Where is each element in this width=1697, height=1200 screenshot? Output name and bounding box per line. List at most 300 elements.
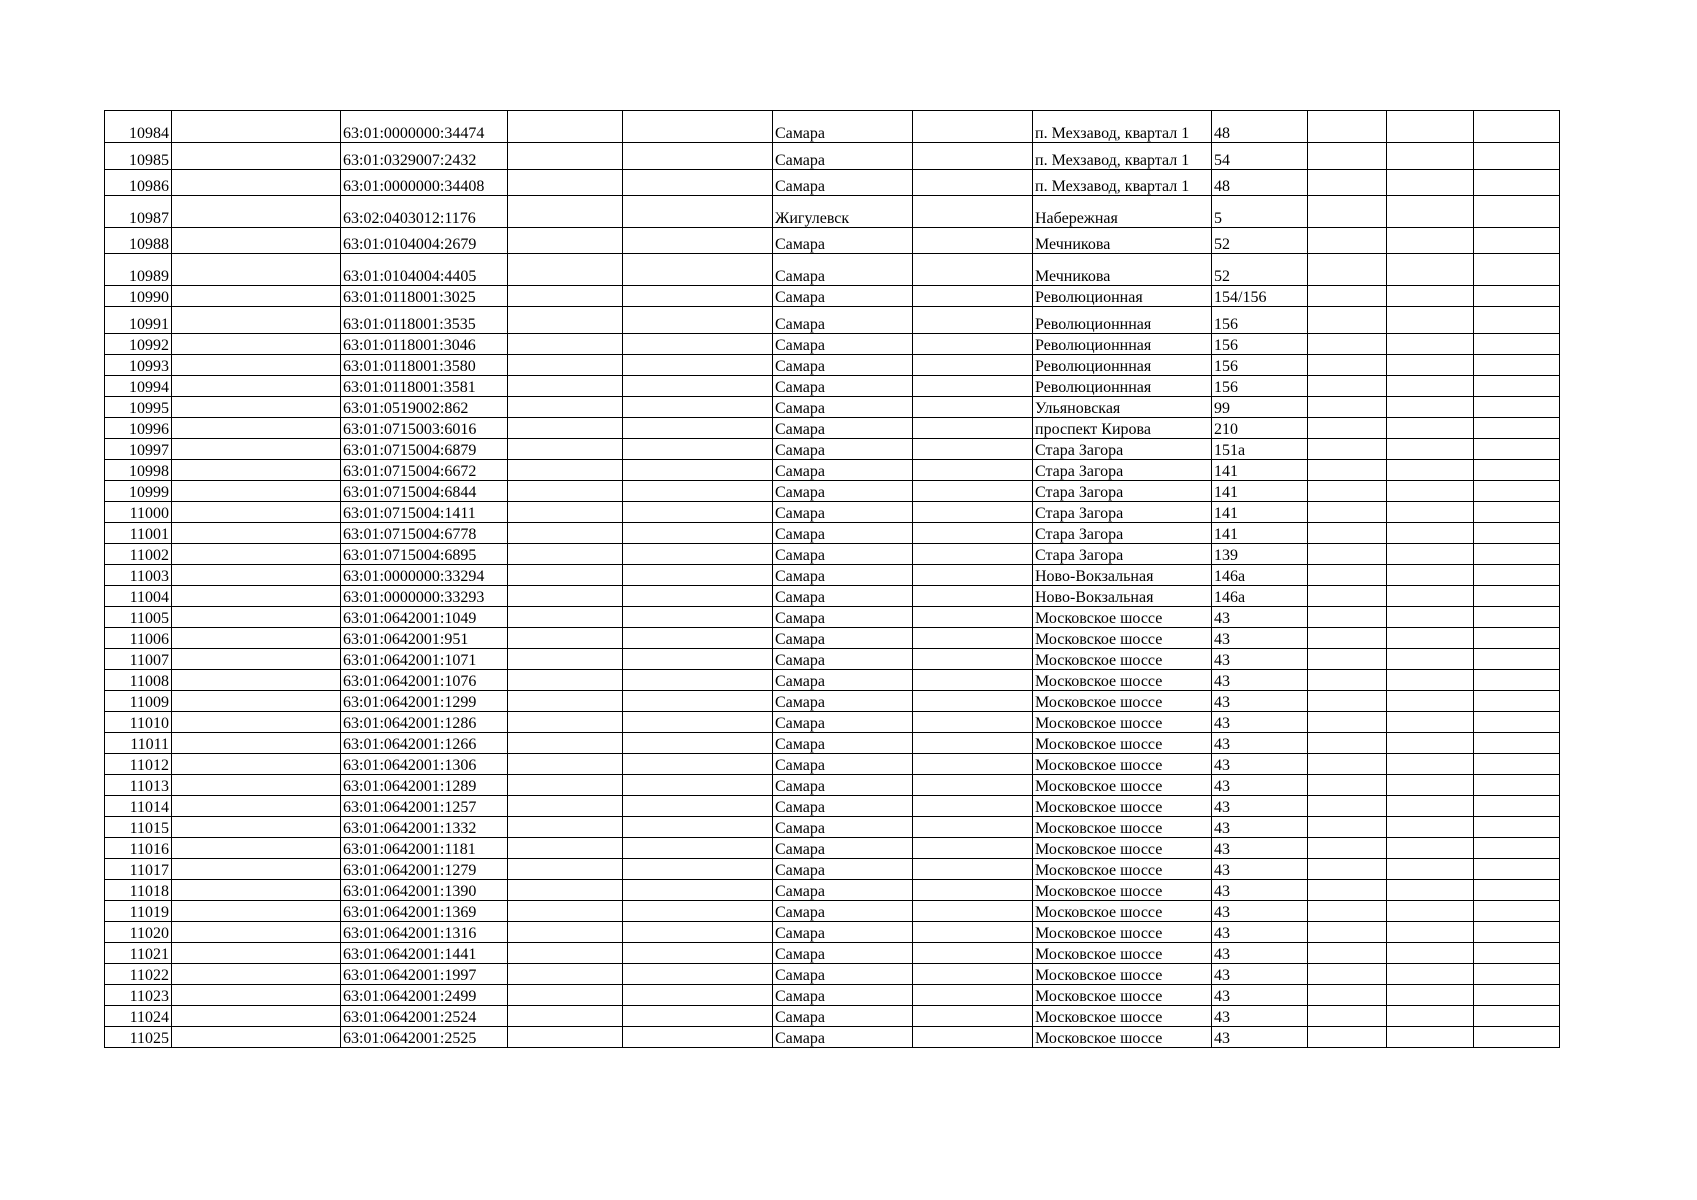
table-row: [105, 649, 1560, 670]
empty-cell: [172, 964, 341, 985]
street-cell: Стара Загора: [1033, 523, 1212, 544]
empty-cell: [1474, 481, 1560, 502]
empty-cell: [508, 838, 623, 859]
empty-cell: [508, 901, 623, 922]
empty-cell: [1308, 754, 1387, 775]
cadastral-number-cell: 63:01:0642001:1997: [341, 964, 508, 985]
city-cell: Самара: [773, 565, 913, 586]
table-row: [105, 460, 1560, 481]
street-cell: п. Мехзавод, квартал 1: [1033, 111, 1212, 143]
empty-cell: [913, 817, 1033, 838]
row-number-cell: 10989: [105, 254, 172, 286]
row-number-cell: 10991: [105, 307, 172, 334]
empty-cell: [172, 1027, 341, 1048]
empty-cell: [623, 397, 773, 418]
empty-cell: [1308, 607, 1387, 628]
city-cell: Самара: [773, 691, 913, 712]
row-number-cell: 11016: [105, 838, 172, 859]
house-number-cell: 43: [1212, 649, 1308, 670]
cadastral-number-cell: 63:01:0642001:2524: [341, 1006, 508, 1027]
street-cell: Московское шоссе: [1033, 880, 1212, 901]
empty-cell: [913, 334, 1033, 355]
empty-cell: [1474, 111, 1560, 143]
empty-cell: [1474, 307, 1560, 334]
table-row: [105, 859, 1560, 880]
cadastral-number-cell: 63:01:0715004:6844: [341, 481, 508, 502]
empty-cell: [1387, 502, 1474, 523]
empty-cell: [913, 670, 1033, 691]
table-row: [105, 901, 1560, 922]
empty-cell: [1387, 901, 1474, 922]
empty-cell: [1308, 355, 1387, 376]
street-cell: Московское шоссе: [1033, 964, 1212, 985]
cadastral-number-cell: 63:01:0642001:1266: [341, 733, 508, 754]
empty-cell: [1387, 196, 1474, 228]
house-number-cell: 52: [1212, 228, 1308, 254]
empty-cell: [623, 286, 773, 307]
empty-cell: [1474, 286, 1560, 307]
street-cell: Московское шоссе: [1033, 775, 1212, 796]
cadastral-number-cell: 63:01:0118001:3046: [341, 334, 508, 355]
city-cell: Самара: [773, 143, 913, 170]
table-row: [105, 754, 1560, 775]
empty-cell: [913, 143, 1033, 170]
empty-cell: [508, 397, 623, 418]
house-number-cell: 43: [1212, 670, 1308, 691]
empty-cell: [508, 1006, 623, 1027]
house-number-cell: 146а: [1212, 586, 1308, 607]
city-cell: Самара: [773, 481, 913, 502]
empty-cell: [172, 502, 341, 523]
table-row: [105, 397, 1560, 418]
empty-cell: [172, 418, 341, 439]
empty-cell: [172, 376, 341, 397]
cadastral-number-cell: 63:01:0642001:1071: [341, 649, 508, 670]
empty-cell: [913, 544, 1033, 565]
empty-cell: [172, 775, 341, 796]
empty-cell: [1308, 523, 1387, 544]
table-row: [105, 838, 1560, 859]
empty-cell: [1308, 307, 1387, 334]
empty-cell: [623, 1027, 773, 1048]
empty-cell: [1308, 880, 1387, 901]
street-cell: Стара Загора: [1033, 502, 1212, 523]
table-row: [105, 502, 1560, 523]
empty-cell: [508, 376, 623, 397]
empty-cell: [172, 649, 341, 670]
empty-cell: [1387, 334, 1474, 355]
empty-cell: [172, 228, 341, 254]
empty-cell: [913, 964, 1033, 985]
empty-cell: [913, 943, 1033, 964]
row-number-cell: 10996: [105, 418, 172, 439]
street-cell: Стара Загора: [1033, 460, 1212, 481]
cadastral-number-cell: 63:01:0715004:6672: [341, 460, 508, 481]
empty-cell: [913, 196, 1033, 228]
empty-cell: [913, 586, 1033, 607]
city-cell: Самара: [773, 170, 913, 196]
empty-cell: [1387, 228, 1474, 254]
empty-cell: [623, 838, 773, 859]
empty-cell: [1387, 544, 1474, 565]
cadastral-number-cell: 63:01:0118001:3580: [341, 355, 508, 376]
empty-cell: [623, 712, 773, 733]
empty-cell: [1308, 397, 1387, 418]
empty-cell: [172, 607, 341, 628]
empty-cell: [1387, 754, 1474, 775]
empty-cell: [172, 334, 341, 355]
empty-cell: [172, 754, 341, 775]
empty-cell: [913, 796, 1033, 817]
empty-cell: [1474, 943, 1560, 964]
empty-cell: [1474, 880, 1560, 901]
empty-cell: [1387, 838, 1474, 859]
house-number-cell: 43: [1212, 985, 1308, 1006]
table-row: [105, 775, 1560, 796]
street-cell: Московское шоссе: [1033, 733, 1212, 754]
table-row: [105, 481, 1560, 502]
street-cell: проспект Кирова: [1033, 418, 1212, 439]
empty-cell: [1308, 544, 1387, 565]
street-cell: Ульяновская: [1033, 397, 1212, 418]
house-number-cell: 43: [1212, 733, 1308, 754]
empty-cell: [1308, 111, 1387, 143]
city-cell: Самара: [773, 817, 913, 838]
city-cell: Самара: [773, 712, 913, 733]
street-cell: Стара Загора: [1033, 481, 1212, 502]
row-number-cell: 11024: [105, 1006, 172, 1027]
empty-cell: [1308, 170, 1387, 196]
house-number-cell: 141: [1212, 481, 1308, 502]
empty-cell: [1387, 397, 1474, 418]
empty-cell: [623, 901, 773, 922]
empty-cell: [1308, 817, 1387, 838]
empty-cell: [913, 985, 1033, 1006]
empty-cell: [1387, 796, 1474, 817]
empty-cell: [1474, 859, 1560, 880]
street-cell: Московское шоссе: [1033, 754, 1212, 775]
empty-cell: [508, 143, 623, 170]
empty-cell: [508, 943, 623, 964]
empty-cell: [1308, 439, 1387, 460]
cadastral-number-cell: 63:01:0715004:6895: [341, 544, 508, 565]
empty-cell: [623, 460, 773, 481]
house-number-cell: 52: [1212, 254, 1308, 286]
empty-cell: [1474, 376, 1560, 397]
empty-cell: [623, 439, 773, 460]
empty-cell: [1387, 1006, 1474, 1027]
empty-cell: [508, 565, 623, 586]
empty-cell: [1474, 649, 1560, 670]
empty-cell: [913, 1006, 1033, 1027]
empty-cell: [1308, 376, 1387, 397]
table-row: [105, 111, 1560, 143]
street-cell: Московское шоссе: [1033, 817, 1212, 838]
empty-cell: [623, 228, 773, 254]
row-number-cell: 10992: [105, 334, 172, 355]
empty-cell: [508, 628, 623, 649]
empty-cell: [623, 691, 773, 712]
empty-cell: [1474, 355, 1560, 376]
empty-cell: [1387, 712, 1474, 733]
cadastral-number-cell: 63:01:0118001:3025: [341, 286, 508, 307]
table-row: [105, 355, 1560, 376]
empty-cell: [1308, 228, 1387, 254]
empty-cell: [913, 565, 1033, 586]
row-number-cell: 11000: [105, 502, 172, 523]
empty-cell: [623, 418, 773, 439]
empty-cell: [1308, 838, 1387, 859]
cadastral-number-cell: 63:01:0642001:1306: [341, 754, 508, 775]
empty-cell: [1474, 691, 1560, 712]
empty-cell: [172, 901, 341, 922]
empty-cell: [913, 691, 1033, 712]
empty-cell: [1474, 502, 1560, 523]
cadastral-number-cell: 63:01:0642001:951: [341, 628, 508, 649]
cadastral-number-cell: 63:01:0715004:6879: [341, 439, 508, 460]
empty-cell: [172, 712, 341, 733]
row-number-cell: 11020: [105, 922, 172, 943]
empty-cell: [1474, 228, 1560, 254]
empty-cell: [508, 523, 623, 544]
table-row: [105, 544, 1560, 565]
empty-cell: [1387, 565, 1474, 586]
empty-cell: [1474, 964, 1560, 985]
empty-cell: [1387, 460, 1474, 481]
house-number-cell: 141: [1212, 460, 1308, 481]
empty-cell: [913, 712, 1033, 733]
empty-cell: [913, 838, 1033, 859]
house-number-cell: 43: [1212, 796, 1308, 817]
empty-cell: [508, 334, 623, 355]
table-row: [105, 670, 1560, 691]
cadastral-number-cell: 63:01:0104004:2679: [341, 228, 508, 254]
empty-cell: [1387, 649, 1474, 670]
city-cell: Самара: [773, 649, 913, 670]
cadastral-number-cell: 63:01:0642001:1181: [341, 838, 508, 859]
empty-cell: [1474, 418, 1560, 439]
city-cell: Самара: [773, 523, 913, 544]
row-number-cell: 10987: [105, 196, 172, 228]
empty-cell: [1474, 1006, 1560, 1027]
house-number-cell: 5: [1212, 196, 1308, 228]
empty-cell: [913, 286, 1033, 307]
city-cell: Самара: [773, 376, 913, 397]
data-table: [104, 110, 1560, 1048]
empty-cell: [1387, 922, 1474, 943]
table-row: [105, 712, 1560, 733]
table-row: [105, 691, 1560, 712]
empty-cell: [172, 1006, 341, 1027]
empty-cell: [913, 649, 1033, 670]
street-cell: Революционнная: [1033, 376, 1212, 397]
row-number-cell: 11001: [105, 523, 172, 544]
row-number-cell: 11011: [105, 733, 172, 754]
street-cell: Московское шоссе: [1033, 838, 1212, 859]
empty-cell: [1387, 775, 1474, 796]
empty-cell: [1308, 143, 1387, 170]
house-number-cell: 43: [1212, 607, 1308, 628]
empty-cell: [172, 922, 341, 943]
house-number-cell: 43: [1212, 943, 1308, 964]
cadastral-number-cell: 63:01:0642001:1289: [341, 775, 508, 796]
cadastral-number-cell: 63:01:0642001:1279: [341, 859, 508, 880]
street-cell: Мечникова: [1033, 228, 1212, 254]
row-number-cell: 11019: [105, 901, 172, 922]
empty-cell: [913, 775, 1033, 796]
empty-cell: [172, 943, 341, 964]
empty-cell: [1387, 254, 1474, 286]
row-number-cell: 11010: [105, 712, 172, 733]
empty-cell: [1387, 307, 1474, 334]
street-cell: п. Мехзавод, квартал 1: [1033, 170, 1212, 196]
row-number-cell: 10990: [105, 286, 172, 307]
empty-cell: [913, 733, 1033, 754]
empty-cell: [623, 796, 773, 817]
city-cell: Самара: [773, 1027, 913, 1048]
cadastral-number-cell: 63:01:0000000:33293: [341, 586, 508, 607]
city-cell: Самара: [773, 964, 913, 985]
street-cell: Революционнная: [1033, 307, 1212, 334]
street-cell: Ново-Вокзальная: [1033, 565, 1212, 586]
street-cell: Московское шоссе: [1033, 859, 1212, 880]
empty-cell: [1308, 628, 1387, 649]
empty-cell: [913, 254, 1033, 286]
table-row: [105, 628, 1560, 649]
empty-cell: [913, 355, 1033, 376]
cadastral-number-cell: 63:02:0403012:1176: [341, 196, 508, 228]
empty-cell: [1474, 397, 1560, 418]
street-cell: Революционнная: [1033, 334, 1212, 355]
city-cell: Самара: [773, 985, 913, 1006]
empty-cell: [1474, 460, 1560, 481]
empty-cell: [508, 649, 623, 670]
table-row: [105, 143, 1560, 170]
city-cell: Самара: [773, 460, 913, 481]
house-number-cell: 43: [1212, 838, 1308, 859]
cadastral-number-cell: 63:01:0715004:1411: [341, 502, 508, 523]
empty-cell: [1474, 733, 1560, 754]
empty-cell: [913, 307, 1033, 334]
empty-cell: [1308, 943, 1387, 964]
house-number-cell: 141: [1212, 502, 1308, 523]
row-number-cell: 11023: [105, 985, 172, 1006]
empty-cell: [508, 111, 623, 143]
city-cell: Самара: [773, 670, 913, 691]
house-number-cell: 43: [1212, 880, 1308, 901]
table-row: [105, 607, 1560, 628]
empty-cell: [1308, 649, 1387, 670]
empty-cell: [172, 817, 341, 838]
row-number-cell: 11006: [105, 628, 172, 649]
city-cell: Самара: [773, 439, 913, 460]
empty-cell: [623, 754, 773, 775]
table-row: [105, 733, 1560, 754]
empty-cell: [1474, 754, 1560, 775]
table-row: [105, 196, 1560, 228]
house-number-cell: 99: [1212, 397, 1308, 418]
empty-cell: [172, 355, 341, 376]
empty-cell: [1474, 712, 1560, 733]
empty-cell: [1308, 286, 1387, 307]
empty-cell: [1387, 439, 1474, 460]
empty-cell: [623, 307, 773, 334]
empty-cell: [913, 880, 1033, 901]
house-number-cell: 43: [1212, 817, 1308, 838]
empty-cell: [508, 502, 623, 523]
row-number-cell: 11018: [105, 880, 172, 901]
empty-cell: [1308, 712, 1387, 733]
empty-cell: [508, 964, 623, 985]
table-row: [105, 418, 1560, 439]
empty-cell: [1387, 943, 1474, 964]
empty-cell: [623, 170, 773, 196]
empty-cell: [1474, 922, 1560, 943]
empty-cell: [1474, 586, 1560, 607]
city-cell: Самара: [773, 901, 913, 922]
empty-cell: [623, 376, 773, 397]
table-row: [105, 586, 1560, 607]
empty-cell: [913, 628, 1033, 649]
city-cell: Самара: [773, 943, 913, 964]
street-cell: Московское шоссе: [1033, 922, 1212, 943]
city-cell: Самара: [773, 307, 913, 334]
empty-cell: [1308, 670, 1387, 691]
empty-cell: [623, 1006, 773, 1027]
empty-cell: [623, 355, 773, 376]
empty-cell: [508, 670, 623, 691]
empty-cell: [172, 985, 341, 1006]
empty-cell: [1387, 481, 1474, 502]
table-row: [105, 376, 1560, 397]
street-cell: Набережная: [1033, 196, 1212, 228]
table-row: [105, 1006, 1560, 1027]
street-cell: Революционная: [1033, 286, 1212, 307]
empty-cell: [1387, 418, 1474, 439]
table-row: [105, 286, 1560, 307]
row-number-cell: 10997: [105, 439, 172, 460]
city-cell: Самара: [773, 334, 913, 355]
table-row: [105, 817, 1560, 838]
empty-cell: [508, 733, 623, 754]
empty-cell: [508, 286, 623, 307]
empty-cell: [623, 775, 773, 796]
empty-cell: [1474, 544, 1560, 565]
cadastral-number-cell: 63:01:0642001:1332: [341, 817, 508, 838]
house-number-cell: 151а: [1212, 439, 1308, 460]
street-cell: Московское шоссе: [1033, 985, 1212, 1006]
house-number-cell: 43: [1212, 712, 1308, 733]
empty-cell: [913, 754, 1033, 775]
street-cell: Ново-Вокзальная: [1033, 586, 1212, 607]
empty-cell: [172, 544, 341, 565]
empty-cell: [172, 254, 341, 286]
empty-cell: [172, 397, 341, 418]
empty-cell: [1474, 565, 1560, 586]
empty-cell: [623, 649, 773, 670]
table-row: [105, 1027, 1560, 1048]
row-number-cell: 10985: [105, 143, 172, 170]
house-number-cell: 139: [1212, 544, 1308, 565]
empty-cell: [1474, 607, 1560, 628]
empty-cell: [172, 196, 341, 228]
empty-cell: [1308, 502, 1387, 523]
city-cell: Самара: [773, 228, 913, 254]
empty-cell: [1387, 607, 1474, 628]
empty-cell: [1387, 859, 1474, 880]
empty-cell: [623, 628, 773, 649]
empty-cell: [913, 922, 1033, 943]
